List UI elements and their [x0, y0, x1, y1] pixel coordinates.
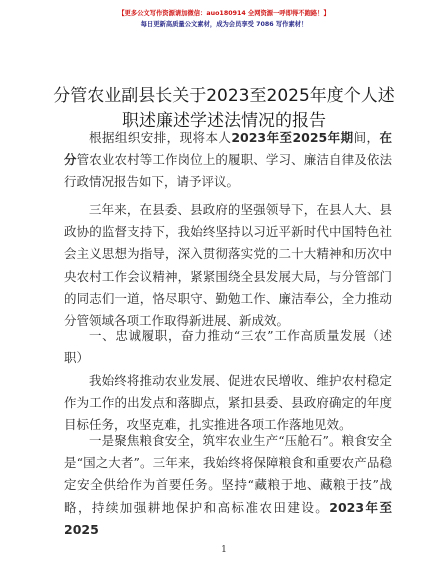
section-heading-1: 一、忠诚履职，奋力推动“三农”工作高质量发展（述职）	[64, 328, 392, 366]
intro-text-e: 管农业农村等工作岗位上的履职、学习、廉洁自律及依法行政情况报告如下，请予评议。	[64, 152, 392, 190]
paragraph-section-1-intro: 我始终将推动农业发展、促进农民增收、维护农村稳定作为工作的出发点和落脚点，紧扣县委、县政府确定的年度目标任务，攻坚克难，扎实推进各项工作落地见效。	[64, 373, 392, 433]
title-line-1: 分管农业副县长关于2023至2025年度个人述	[53, 86, 395, 106]
intro-period-bold: 2023年至2025年期	[231, 130, 354, 145]
paragraph-intro	[64, 127, 392, 194]
grain-security-period-bold: 2023年至2025	[64, 499, 392, 537]
intro-text-bold: 在分	[64, 130, 392, 168]
paragraph-grain-security	[64, 430, 392, 541]
grain-security-text: 一是聚焦粮食安全，筑牢农业生产“压舱石”。粮食安全是“国之大者”。三年来，我始终将保障粮食和重要农产品稳定安全供给作为首要任务。坚持“藏粮于地、藏粮于技”战略，持续加强耕地保护和高标准农田建设。	[64, 433, 392, 515]
paragraph-overview: 三年来，在县委、县政府的坚强领导下，在县人大、县政协的监督支持下，我始终坚持以习近平新时代中国特色社会主义思想为指导，深入贯彻落实党的二十大精神和历次中央农村工作会议精神，紧紧围绕全县发展大局，与分管部门的同志们一道，恪尽职守、勤勉工作、廉洁奉公，全力推动分管领域各项工作取得新进展、新成效。	[64, 202, 392, 329]
intro-text-c: 间，	[353, 130, 380, 145]
page-number: 1	[221, 545, 227, 555]
promo-banner-line-2: 每日更新高质量公文素材，成为会员享受 7086 写作素材！	[140, 21, 308, 28]
intro-text-a: 根据组织安排，现将本人	[89, 130, 232, 145]
title-line-2: 职述廉述学述法情况的报告	[122, 111, 326, 131]
promo-banner-line-1: 【更多公文写作资源请加微信：auo180914 全网资源一呼即得不跑路！】	[118, 10, 330, 17]
